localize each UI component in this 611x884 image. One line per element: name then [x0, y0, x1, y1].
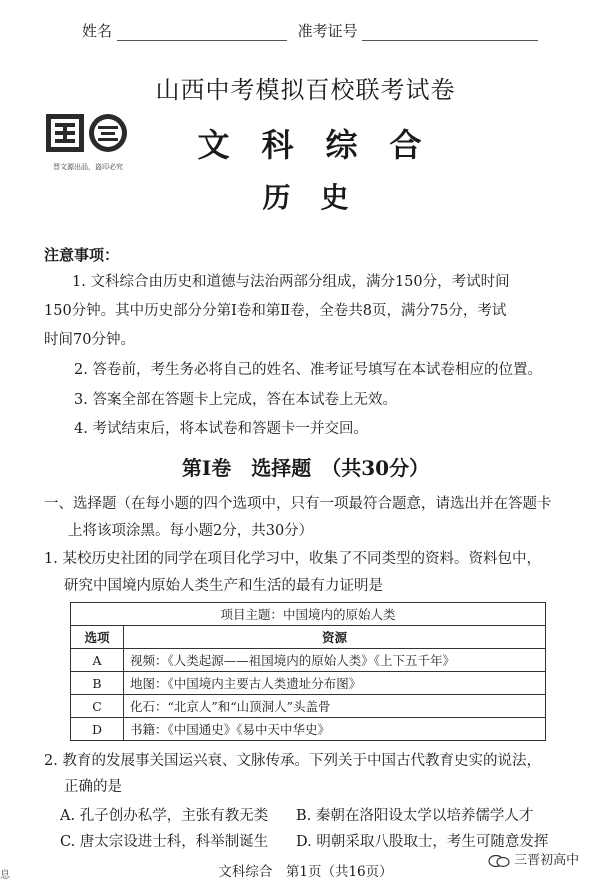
section-title: 第Ⅰ卷 选择题 （共30分） — [181, 456, 430, 480]
row-source: 视频：《人类起源——祖国境内的原始人类》《上下五千年》 — [124, 649, 546, 672]
notice-item-2: 2. 答卷前，考生务必将自己的姓名、准考证号填写在本试卷相应的位置。 — [74, 362, 542, 378]
row-option: D — [71, 718, 124, 741]
col-source-header: 资源 — [124, 626, 546, 649]
name-blank — [117, 24, 287, 41]
q2-option-c: C. 唐太宗设进士科，科举制诞生 — [60, 834, 269, 850]
notice-item-4: 4. 考试结束后，将本试卷和答题卡一并交回。 — [74, 421, 368, 437]
row-option: C — [71, 695, 124, 718]
q2-line-2: 正确的是 — [64, 779, 122, 795]
q1-line-1: 1. 某校历史社团的同学在项目化学习中，收集了不同类型的资料。资料包中， — [44, 551, 541, 567]
wechat-label: 三晋初高中 — [514, 853, 580, 868]
table-row — [71, 695, 546, 718]
row-source: 书籍：《中国通史》《易中天中华史》 — [124, 718, 546, 741]
instructions-line-1: 一、选择题（在每小题的四个选项中，只有一项最符合题意，请选出并在答题卡 — [44, 496, 552, 512]
q2-line-1: 2. 教育的发展事关国运兴衰、文脉传承。下列关于中国古代教育史实的说法， — [44, 753, 541, 769]
row-source: 地图：《中国境内主要古人类遗址分布图》 — [124, 672, 546, 695]
source-table — [70, 602, 546, 741]
row-option: B — [71, 672, 124, 695]
row-option: A — [71, 649, 124, 672]
notice-item-1c: 时间70分钟。 — [44, 332, 135, 348]
edge-char: 息 — [0, 870, 10, 881]
notice-item-1b: 150分钟。其中历史部分分第Ⅰ卷和第Ⅱ卷，全卷共8页，满分75分，考试 — [44, 303, 507, 319]
name-label: 姓名 — [82, 22, 113, 40]
subject-title: 文科综合 — [197, 126, 454, 164]
subject-part-title: 历史 — [262, 181, 379, 214]
notice-item-3: 3. 答案全部在答题卡上完成，答在本试卷上无效。 — [74, 392, 397, 408]
page-footer: 文科综合 第1页（共16页） — [218, 864, 393, 880]
notice-title: 注意事项： — [44, 246, 120, 264]
table-topic: 项目主题：中国境内的原始人类 — [71, 603, 546, 626]
q2-option-b: B. 秦朝在洛阳设太学以培养儒学人才 — [296, 808, 534, 824]
q2-option-a: A. 孔子创办私学，主张有教无类 — [60, 808, 269, 824]
q1-line-2: 研究中国境内原始人类生产和生活的最有力证明是 — [64, 578, 383, 594]
table-header-row — [71, 626, 546, 649]
table-row — [71, 718, 546, 741]
table-topic-row — [71, 603, 546, 626]
table-row — [71, 672, 546, 695]
exam-id-label: 准考证号 — [297, 22, 358, 40]
exam-id-blank — [362, 24, 538, 41]
wechat-icon — [488, 854, 510, 868]
col-option-header: 选项 — [71, 626, 124, 649]
q2-option-d: D. 明朝采取八股取士，考生可随意发挥 — [296, 834, 549, 850]
instructions-line-2: 上将该项涂黑。每小题2分，共30分） — [68, 523, 314, 539]
notice-item-1a: 1. 文科综合由历史和道德与法治两部分组成，满分150分，考试时间 — [72, 274, 510, 290]
table-row — [71, 649, 546, 672]
name-row — [82, 20, 538, 41]
row-source: 化石：“北京人”和“山顶洞人”头盖骨 — [124, 695, 546, 718]
exam-title: 山西中考模拟百校联考试卷 — [155, 76, 456, 104]
wechat-watermark — [488, 849, 579, 868]
logo-caption: 晋文源出品，盗印必究 — [53, 163, 123, 171]
